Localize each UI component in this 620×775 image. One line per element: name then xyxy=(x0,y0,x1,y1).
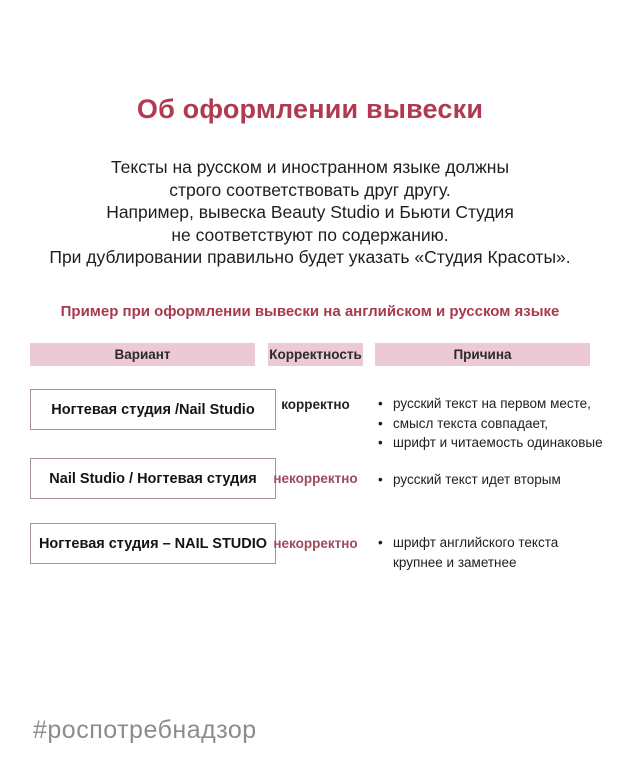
reason-list xyxy=(378,470,603,490)
status-badge: некорректно xyxy=(273,471,358,486)
reason-item: • смысл текста совпадает, xyxy=(378,414,603,434)
intro-line: строго соответствовать друг другу. xyxy=(169,179,451,200)
variant-box xyxy=(30,458,276,499)
variant-label: Ногтевая студия /Nail Studio xyxy=(51,401,255,418)
variant-box xyxy=(30,523,276,564)
status-badge: корректно xyxy=(281,397,350,412)
reason-item: • шрифт английского текста крупнее и заметнее xyxy=(378,533,603,572)
intro-line: Тексты на русском и иностранном языке должны xyxy=(110,157,510,177)
table-header xyxy=(30,343,590,366)
reason-item: • русский текст на первом месте, xyxy=(378,394,603,414)
hashtag: #роспотребнадзор xyxy=(33,716,257,744)
variant-label: Nail Studio / Ногтевая студия xyxy=(49,470,257,487)
table-row xyxy=(0,523,620,583)
page-title: Об оформлении вывески xyxy=(136,94,484,124)
variant-box xyxy=(30,389,276,430)
table-row xyxy=(0,458,620,518)
reason-list xyxy=(378,394,603,453)
reason-list xyxy=(378,533,603,572)
variant-label: Ногтевая студия – NAIL STUDIO xyxy=(38,535,268,552)
intro-line: Например, вывеска Beauty Studio и Бьюти Студия xyxy=(106,202,514,222)
column-header-correctness: Корректность xyxy=(268,343,363,366)
intro-line: не соответствуют по содержанию. xyxy=(171,224,449,245)
table-row xyxy=(0,389,620,449)
column-header-reason: Причина xyxy=(375,343,590,366)
section-subtitle: Пример при оформлении вывески на английском и русском языке xyxy=(60,303,560,320)
intro-line: При дублировании правильно будет указать «Студия Красоты». xyxy=(49,247,571,267)
reason-item: • шрифт и читаемость одинаковые xyxy=(378,433,603,453)
column-header-variant: Вариант xyxy=(30,343,255,366)
reason-item: • русский текст идет вторым xyxy=(378,470,603,490)
status-badge: некорректно xyxy=(273,536,358,551)
intro-paragraph xyxy=(0,156,620,269)
